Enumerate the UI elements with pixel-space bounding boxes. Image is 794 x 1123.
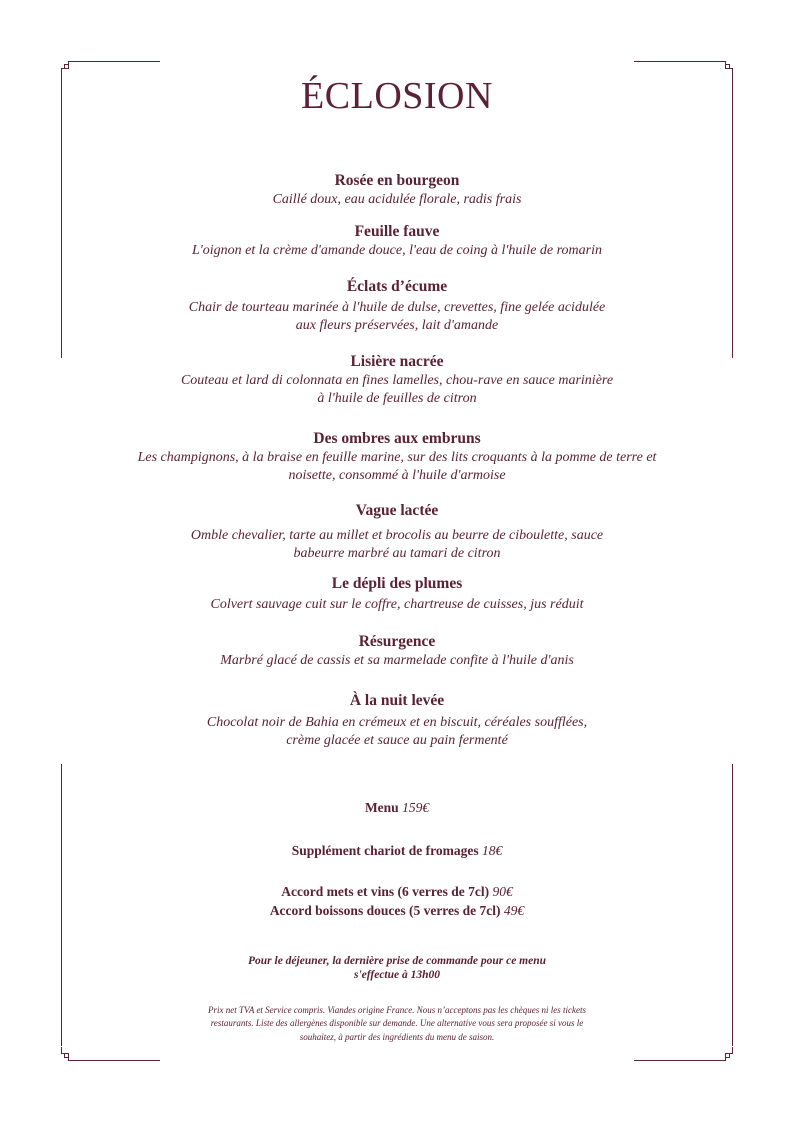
course-item <box>97 277 697 334</box>
wine-pairing-price: 90€ <box>492 884 513 899</box>
course-description-line: Chocolat noir de Bahia en crémeux et en biscuit, céréales soufflées, <box>206 715 588 730</box>
menu-price-label: Menu <box>364 800 399 815</box>
frame-bottom-left-line <box>75 1060 160 1061</box>
cheese-supplement-price: 18€ <box>482 843 503 858</box>
course-name: Feuille fauve <box>354 223 440 240</box>
fine-print-line: Prix net TVA et Service compris. Viandes origine France. Nous n’acceptons pas les chèques ni les tickets <box>208 1005 586 1015</box>
fine-print <box>172 1004 622 1044</box>
frame-left-lower-line <box>61 764 62 1046</box>
wine-pairing-label: Accord mets et vins (6 verres de 7cl) <box>281 884 490 899</box>
corner-ornament-bottom-left <box>61 1047 75 1061</box>
lunch-order-note <box>147 954 647 982</box>
menu-price-value: 159€ <box>402 800 430 815</box>
cheese-supplement-label: Supplément chariot de fromages <box>291 843 479 858</box>
menu-price-line <box>97 800 697 816</box>
course-item <box>97 171 697 209</box>
course-description: L'oignon et la crème d'amande douce, l'eau de coing à l'huile de romarin <box>192 243 602 258</box>
cheese-supplement-line <box>97 843 697 859</box>
course-name: Rosée en bourgeon <box>334 172 460 189</box>
course-name: Vague lactée <box>355 502 439 519</box>
course-description-line: à l'huile de feuilles de citron <box>317 390 477 406</box>
soft-drinks-pairing-line <box>97 903 697 919</box>
course-description-line: aux fleurs préservées, lait d'amande <box>295 317 499 333</box>
soft-drinks-pairing-price: 49€ <box>503 903 525 918</box>
course-item <box>97 222 697 260</box>
course-item <box>97 632 697 670</box>
course-name: Lisière nacrée <box>350 353 444 370</box>
course-name: Éclats d’écume <box>346 278 448 295</box>
course-item <box>97 691 697 749</box>
corner-ornament-top-right <box>719 61 733 75</box>
course-description: Caillé doux, eau acidulée florale, radis frais <box>272 192 522 207</box>
course-name: Le dépli des plumes <box>331 575 463 592</box>
course-item <box>90 429 704 484</box>
course-description: Colvert sauvage cuit sur le coffre, chartreuse de cuisses, jus réduit <box>210 597 584 612</box>
soft-drinks-pairing-label: Accord boissons douces (5 verres de 7cl) <box>269 903 501 918</box>
course-name: Résurgence <box>358 633 436 650</box>
course-item <box>97 574 697 614</box>
frame-bottom-right-line <box>634 1060 719 1061</box>
course-description-line: Omble chevalier, tarte au millet et brocolis au beurre de ciboulette, sauce <box>190 528 604 543</box>
lunch-note-line: Pour le déjeuner, la dernière prise de commande pour ce menu <box>247 955 547 967</box>
menu-title: ÉCLOSION <box>301 75 493 117</box>
course-item <box>97 501 697 562</box>
course-name: Des ombres aux embruns <box>313 430 481 447</box>
course-description-line: Les champignons, à la braise en feuille marine, sur des lits croquants à la pomme de terre et <box>137 450 657 465</box>
frame-right-lower-line <box>732 764 733 1046</box>
course-description-line: crème glacée et sauce au pain fermenté <box>286 732 508 748</box>
fine-print-line: souhaitez, à partir des ingrédients du menu de saison. <box>299 1031 495 1042</box>
fine-print-line: restaurants. Liste des allergènes disponible sur demande. Une alternative vous sera proposée si vous le <box>210 1018 584 1029</box>
frame-top-left-line <box>75 61 160 62</box>
course-description-line: Chair de tourteau marinée à l'huile de dulse, crevettes, fine gelée acidulée <box>188 300 606 315</box>
lunch-note-line: s'effectue à 13h00 <box>353 969 441 981</box>
frame-top-right-line <box>634 61 719 62</box>
corner-ornament-top-left <box>61 61 75 75</box>
course-item <box>97 352 697 407</box>
course-description-line: babeurre marbré au tamari de citron <box>293 545 501 561</box>
corner-ornament-bottom-right <box>719 1047 733 1061</box>
wine-pairing-line <box>97 884 697 900</box>
course-description: Marbré glacé de cassis et sa marmelade confite à l'huile d'anis <box>220 653 574 668</box>
course-description-line: noisette, consommé à l'huile d'armoise <box>288 467 506 483</box>
course-description-line: Couteau et lard di colonnata en fines lamelles, chou-rave en sauce marinière <box>180 373 614 388</box>
course-name: À la nuit levée <box>349 692 445 709</box>
